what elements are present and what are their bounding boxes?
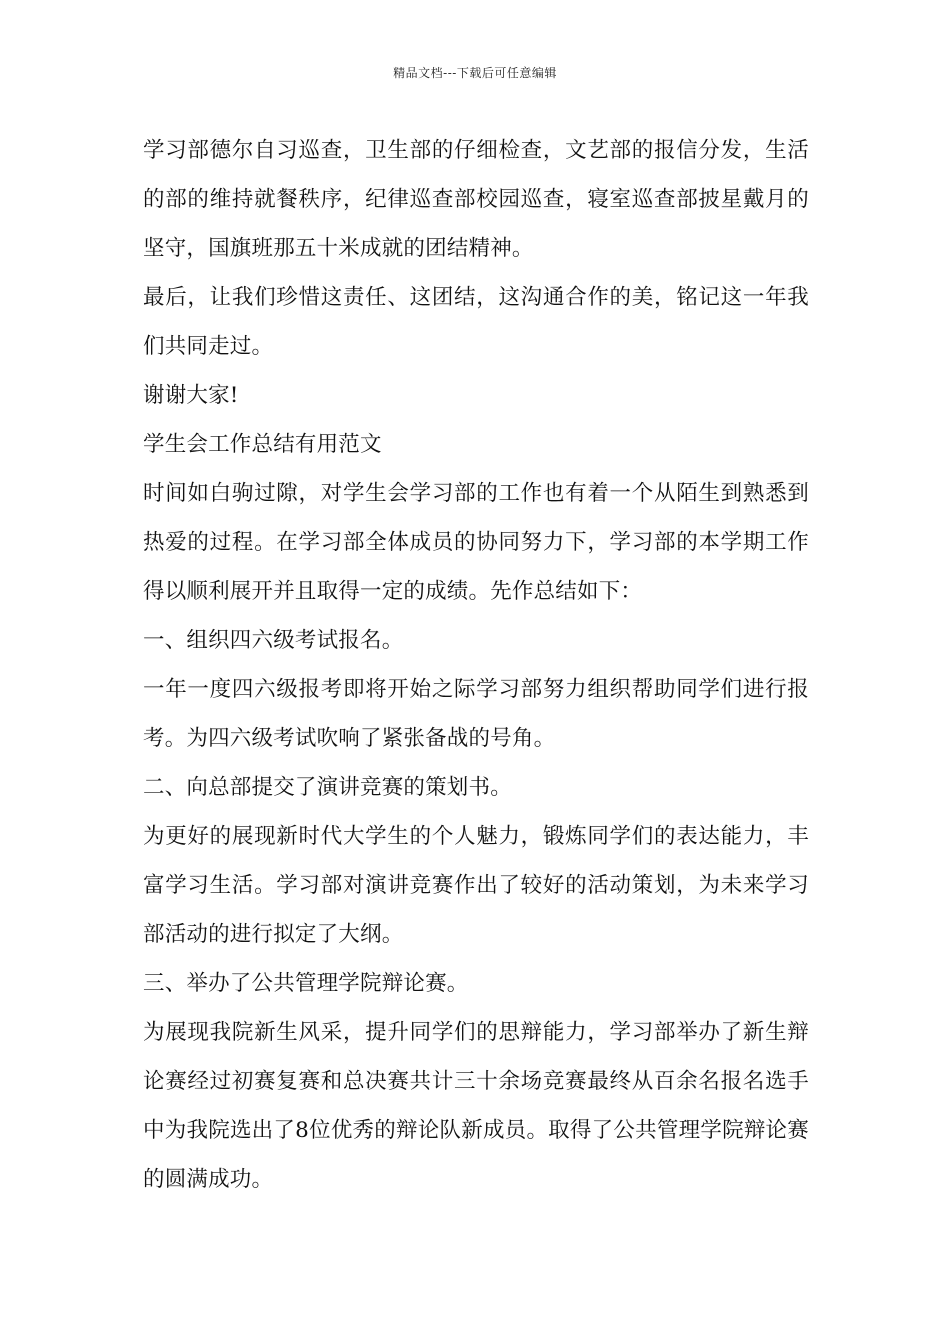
paragraph: 学习部德尔自习巡查，卫生部的仔细检查，文艺部的报信分发，生活的部的维持就餐秩序，纪律巡查部校园巡查，寝室巡查部披星戴月的坚守，国旗班那五十米成就的团结精神。 xyxy=(143,138,809,261)
section-title: 学生会工作总结有用范文 xyxy=(143,432,382,457)
paragraph: 为展现我院新生风采，提升同学们的思辩能力，学习部举办了新生辩论赛经过初赛复赛和总决赛共计三十余场竞赛最终从百余名报名选手中为我院选出了8位优秀的辩论队新成员。取得了公共管理学院辩论赛的圆满成功。 xyxy=(143,1020,809,1192)
page-header: 精品文档---下载后可任意编辑 xyxy=(393,66,557,80)
section-heading: 一、组织四六级考试报名。 xyxy=(143,628,404,653)
paragraph: 时间如白驹过隙，对学生会学习部的工作也有着一个从陌生到熟悉到热爱的过程。在学习部全体成员的协同努力下，学习部的本学期工作得以顺利展开并且取得一定的成绩。先作总结如下： xyxy=(143,481,809,604)
paragraph: 最后，让我们珍惜这责任、这团结，这沟通合作的美，铭记这一年我们共同走过。 xyxy=(143,285,809,359)
section-heading: 三、举办了公共管理学院辩论赛。 xyxy=(143,971,469,996)
paragraph: 谢谢大家! xyxy=(143,383,239,408)
paragraph: 为更好的展现新时代大学生的个人魅力，锻炼同学们的表达能力，丰富学习生活。学习部对演讲竞赛作出了较好的活动策划，为未来学习部活动的进行拟定了大纲。 xyxy=(143,824,809,947)
section-heading: 二、向总部提交了演讲竞赛的策划书。 xyxy=(143,775,512,800)
document-body xyxy=(143,126,809,1204)
paragraph: 一年一度四六级报考即将开始之际学习部努力组织帮助同学们进行报考。为四六级考试吹响了紧张备战的号角。 xyxy=(143,677,809,751)
